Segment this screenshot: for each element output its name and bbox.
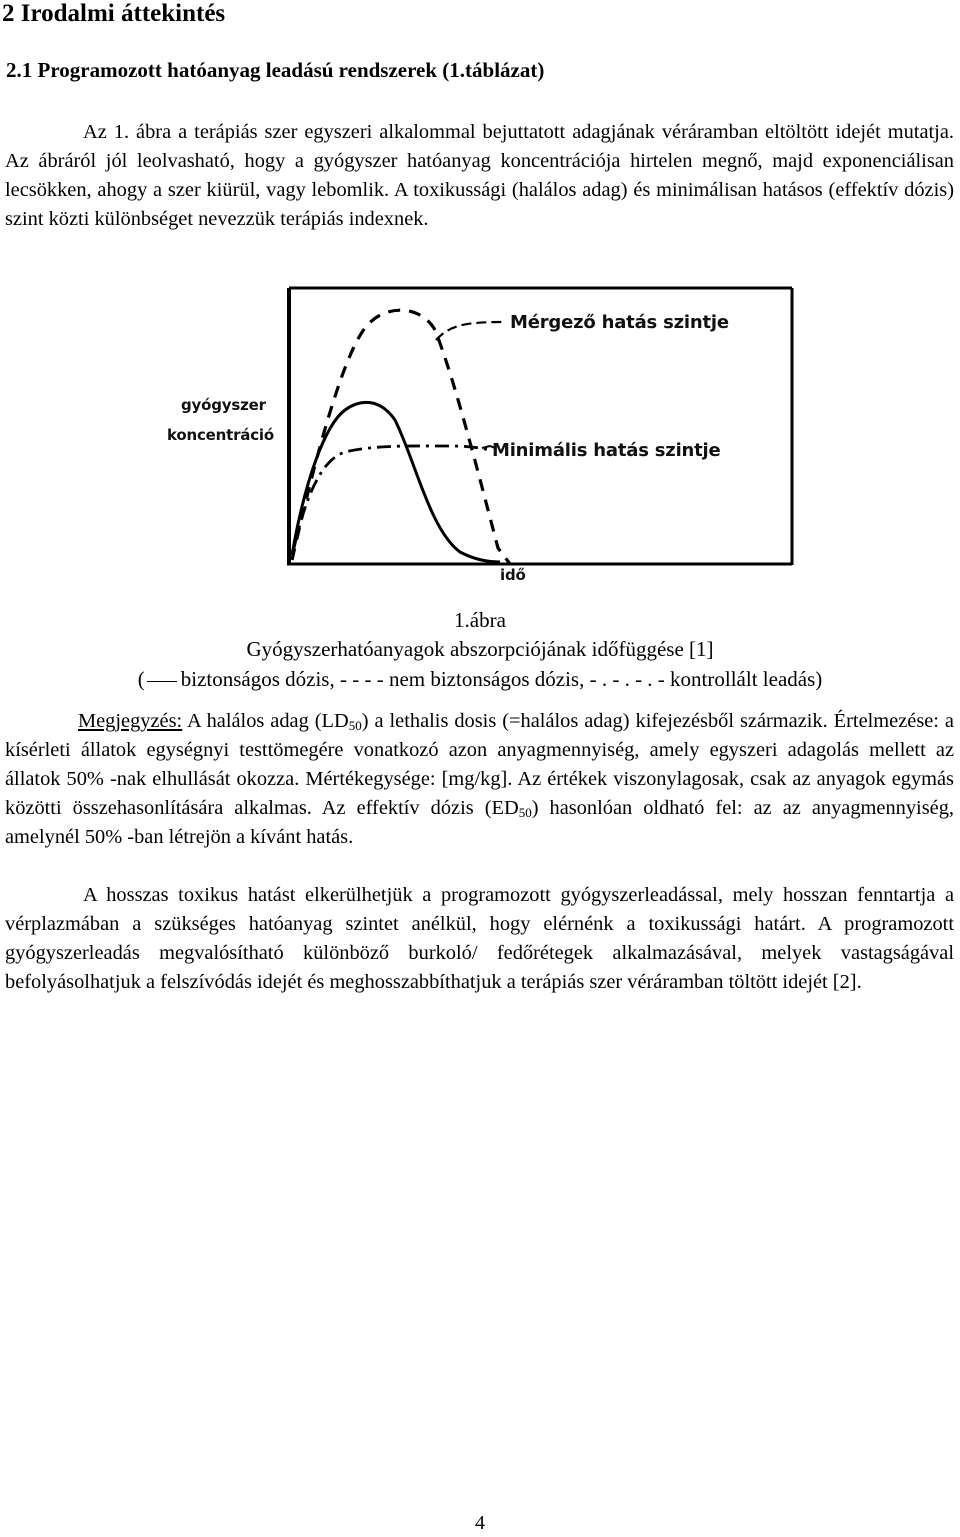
- figure-title: Gyógyszerhatóanyagok abszorpciójának időfüggése [1]: [246, 637, 714, 661]
- ed50-subscript: 50: [518, 805, 532, 820]
- subsection-heading: 2.1 Programozott hatóanyag leadású rendszerek (1.táblázat): [6, 58, 545, 82]
- min-level-label: Minimális hatás szintje: [492, 440, 721, 461]
- toxic-level-leader: [436, 322, 505, 340]
- ld50-subscript: 50: [348, 718, 362, 733]
- note-text-c: ) hasonlóan oldható fel: az az anyagmennyiség, amelynél 50% -ban létrejön a kívánt hatás.: [5, 797, 954, 848]
- intro-paragraph-text: Az 1. ábra a terápiás szer egyszeri alkalommal bejuttatott adagjának véráramban eltöltött idejét mutatja. Az ábráról jól leolvasható, hogy a gyógyszer hatóanyag koncentrációja hirtelen megnő, majd exponenciálisan lecsökken, ahogy a szer kiürül, vagy lebomlik. A toxikussági (halálos adag) és minimálisan hatásos (effektív dózis) szint közti különbséget nevezzük terápiás indexnek.: [5, 121, 954, 230]
- programmed-release-paragraph: [5, 881, 954, 997]
- programmed-release-text: A hosszas toxikus hatást elkerülhetjük a programozott gyógyszerleadással, mely hosszan fenntartja a vérplazmában a szükséges hatóanyag szintet anélkül, hogy elérnénk a toxikussági határt. A programozott gyógyszerleadás megvalósítható különböző burkoló/ fedőrétegek alkalmazásával, melyek vastagságával befolyásolhatjuk a felszívódás idejét és meghosszabbíthatjuk a terápiás szer véráramban töltött idejét [2].: [5, 884, 954, 993]
- y-axis-label-line1: gyógyszer: [181, 396, 266, 414]
- concentration-time-figure: [160, 280, 800, 590]
- x-axis-label: idő: [500, 566, 526, 584]
- legend-open-paren: (: [137, 667, 145, 691]
- note-text-b: ) a lethalis dosis (=halálos adag) kifejezésből származik. Értelmezése: a kísérleti állatok egységnyi testtömegére vonatkozó azon anyagmennyiség, amely egyszeri adagolás mellett az állatok 50% -nak elhullását okozza. Mértékegysége: [mg/kg]. Az értékek viszonylagosak, csak az anyagok egymás közötti összehasonlítására alkalmas. Az effektív dózis (ED: [5, 710, 954, 819]
- safe-dose-curve: [292, 402, 500, 562]
- y-axis-label-line2: koncentráció: [167, 426, 274, 444]
- figure-number: 1.ábra: [454, 608, 506, 632]
- note-label: Megjegyzés:: [78, 710, 183, 732]
- section-heading: 2 Irodalmi áttekintés: [2, 0, 226, 27]
- page-number: 4: [475, 1512, 485, 1534]
- figure-legend: [0, 665, 960, 693]
- toxic-level-label: Mérgező hatás szintje: [510, 312, 729, 333]
- controlled-release-curve: [294, 446, 490, 548]
- note-paragraph: [5, 707, 954, 852]
- intro-paragraph: [5, 118, 954, 234]
- note-text-a: A halálos adag (LD: [182, 710, 349, 732]
- legend-solid-line-icon: [147, 681, 177, 682]
- legend-text: biztonságos dózis, - - - - nem biztonságos dózis, - . - . - . - kontrollált leadás): [180, 667, 823, 691]
